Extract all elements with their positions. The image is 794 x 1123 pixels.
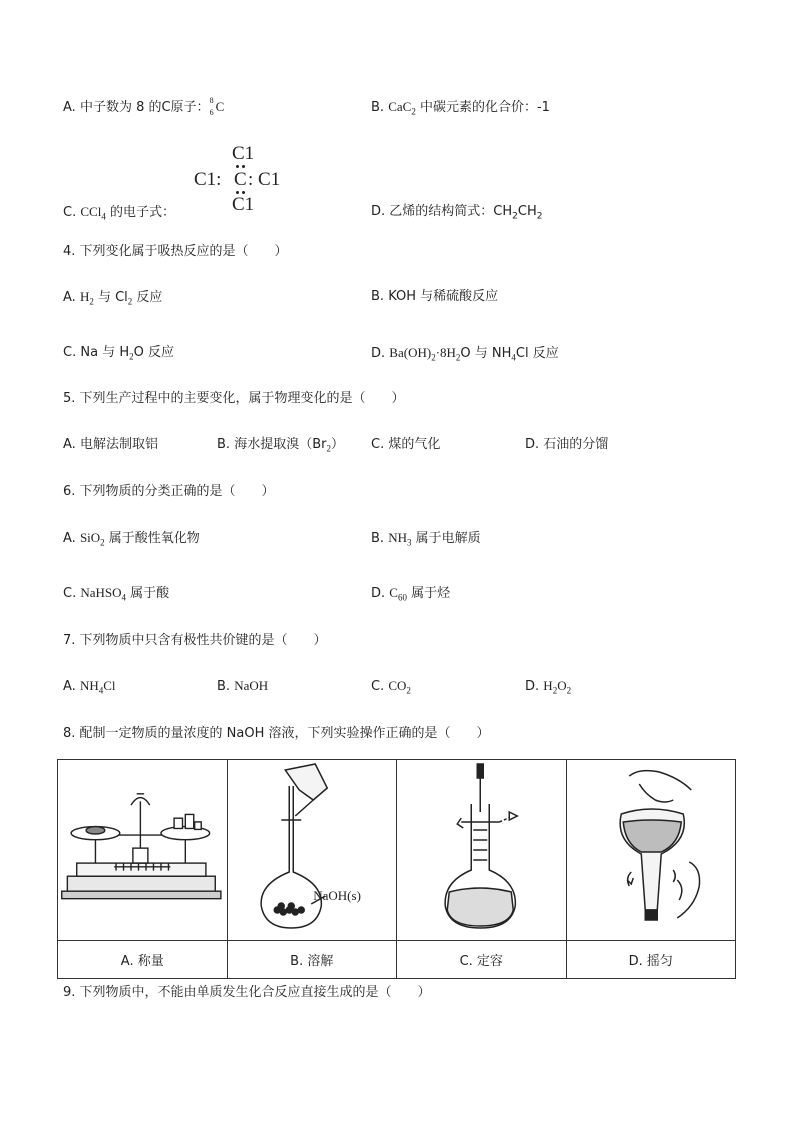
ccl4-electron-formula: [194, 143, 290, 219]
q7-option-a: [63, 677, 116, 696]
formula-part: SiO: [79, 530, 101, 545]
option-prefix: C.: [371, 437, 385, 452]
q4-stem: 4. 下列变化属于吸热反应的是（ ）: [63, 244, 288, 259]
q8-stem: 8. 配制一定物质的量浓度的 NaOH 溶液，下列实验操作正确的是（ ）: [63, 726, 490, 741]
formula-subscript: 2: [552, 685, 558, 696]
formula-subscript: 2: [326, 443, 331, 454]
caption-shaking: D. 摇匀: [566, 941, 736, 979]
option-prefix: D.: [525, 679, 540, 694]
option-prefix: A.: [63, 437, 76, 452]
option-prefix: A.: [63, 100, 76, 115]
formula-subscript: 2: [100, 537, 105, 548]
option-prefix: B.: [371, 289, 385, 304]
formula-subscript: 2: [406, 685, 411, 696]
q3-option-d: [371, 203, 542, 221]
lewis-dot: [236, 165, 239, 168]
q6-option-a: [63, 529, 200, 548]
q6-stem: 6. 下列物质的分类正确的是（ ）: [63, 484, 275, 499]
option-prefix: B.: [217, 679, 231, 694]
option-text: Cl 反应: [515, 346, 559, 361]
option-text: O 反应: [133, 345, 174, 360]
volumetric-flask-pour-icon: [228, 760, 397, 940]
lewis-left-cl: C1:: [194, 169, 222, 190]
formula-subscript: 2: [129, 351, 134, 362]
option-text: 石油的分馏: [543, 437, 609, 452]
option-prefix: D.: [371, 346, 386, 361]
option-text: KOH 与稀硫酸反应: [388, 289, 499, 304]
formula-part: H: [79, 289, 90, 304]
q5-option-a: [63, 436, 158, 454]
option-prefix: B.: [371, 531, 385, 546]
option-text: ）: [330, 437, 344, 452]
option-text: 属于酸: [126, 586, 170, 601]
q4-option-d: [371, 344, 559, 363]
option-prefix: D.: [371, 586, 386, 601]
lewis-dot: [236, 191, 239, 194]
formula-subscript: 2: [411, 106, 416, 117]
option-prefix: C.: [371, 679, 385, 694]
q6-option-d: [371, 584, 450, 603]
formula-part: O 与 NH: [460, 346, 512, 361]
q4-option-b: [371, 288, 498, 306]
formula-subscript: 4: [511, 352, 516, 363]
formula-part: CH: [517, 204, 537, 219]
option-prefix: D.: [371, 204, 386, 219]
option-text: 属于电解质: [411, 531, 481, 546]
formula-part: NaOH: [234, 678, 269, 693]
atomic-number: 6: [209, 108, 214, 117]
q7-stem: 7. 下列物质中只含有极性共价键的是（ ）: [63, 633, 327, 648]
formula-subscript: 4: [121, 592, 127, 603]
formula-subscript: 2: [536, 211, 543, 222]
balance-icon: [58, 760, 227, 940]
caption-weighing: A. 称量: [58, 941, 228, 979]
q5-option-d: [525, 436, 608, 454]
q6-option-c: [63, 584, 169, 603]
volumetric-flask-dropper-icon: [397, 760, 566, 940]
formula-part: Na 与 H: [80, 345, 130, 360]
caption-dissolving: B. 溶解: [227, 941, 397, 979]
formula-part: NH: [79, 678, 99, 693]
caption-fixing-volume: C. 定容: [397, 941, 567, 979]
lewis-top-cl: C1: [232, 143, 255, 164]
naoh-label: NaOH(s): [312, 888, 361, 903]
q6-option-b: [371, 529, 481, 548]
formula-subscript: 2: [431, 352, 436, 363]
formula-part: 与 Cl: [93, 290, 128, 305]
q3-option-b: [371, 98, 550, 117]
option-text: 海水提取溴（Br: [234, 437, 327, 452]
formula-subscript: 3: [406, 537, 412, 548]
formula-part: H: [543, 678, 553, 693]
formula-subscript: 2: [512, 211, 518, 222]
lewis-bottom-cl: C1: [232, 194, 255, 215]
formula-subscript: 4: [98, 685, 104, 696]
formula-subscript: 2: [127, 296, 133, 307]
isotope-symbol: [210, 98, 228, 116]
option-text: 中碳元素的化合价：-1: [415, 100, 550, 115]
option-prefix: C.: [63, 205, 77, 220]
formula-part: NH: [388, 530, 407, 545]
q7-option-b: [217, 677, 268, 696]
formula-part: CCl: [80, 204, 102, 219]
formula-part: Cl: [103, 678, 116, 693]
experiment-table: [57, 759, 736, 979]
option-text: 反应: [132, 290, 163, 305]
option-text: 中子数为 8 的C原子：: [79, 100, 210, 115]
lewis-dot: [242, 165, 245, 168]
formula-subscript: 2: [566, 685, 572, 696]
volumetric-flask-shake-icon: [567, 760, 736, 940]
mass-number: 8: [209, 96, 214, 105]
formula-part: O: [557, 678, 567, 693]
formula-part: NaHSO: [80, 585, 122, 600]
formula-part: CO: [388, 678, 407, 693]
formula-part: CaC: [388, 99, 412, 114]
option-prefix: C.: [63, 345, 77, 360]
option-prefix: A.: [63, 679, 76, 694]
formula-subscript: 4: [101, 211, 106, 222]
cell-shaking: [566, 760, 736, 941]
q4-option-a: [63, 288, 162, 307]
lewis-right-cl: : C1: [248, 169, 281, 190]
q5-option-c: [371, 436, 440, 454]
q4-option-c: [63, 344, 174, 362]
q7-option-d: [525, 677, 571, 696]
cell-weighing: [58, 760, 228, 941]
option-prefix: A.: [63, 531, 76, 546]
option-prefix: B.: [371, 100, 385, 115]
q3-option-a: [63, 98, 228, 117]
option-text: 属于酸性氧化物: [104, 531, 200, 546]
lewis-center-c: C: [234, 169, 247, 190]
option-prefix: C.: [63, 586, 77, 601]
formula-part: C: [389, 585, 398, 600]
q9-stem: 9. 下列物质中，不能由单质发生化合反应直接生成的是（ ）: [63, 985, 431, 1000]
cell-fixing-volume: [397, 760, 567, 941]
formula-subscript: 2: [89, 296, 94, 307]
option-text: 乙烯的结构简式：CH: [389, 204, 513, 219]
formula-part: ·8H: [435, 345, 456, 360]
formula-subscript: 60: [397, 592, 407, 603]
formula-part: Ba(OH): [389, 345, 432, 360]
option-text: 属于烃: [406, 586, 451, 601]
option-text: 电解法制取铝: [79, 437, 158, 452]
q7-option-c: [371, 677, 411, 696]
lewis-dot: [242, 191, 245, 194]
option-text: 的电子式：: [105, 205, 175, 220]
element-symbol: C: [215, 99, 225, 114]
cell-dissolving: [227, 760, 397, 941]
q5-stem: 5. 下列生产过程中的主要变化，属于物理变化的是（ ）: [63, 391, 405, 406]
q5-option-b: [217, 436, 344, 454]
option-prefix: D.: [525, 437, 540, 452]
option-prefix: A.: [63, 290, 76, 305]
option-prefix: B.: [217, 437, 231, 452]
option-text: 煤的气化: [388, 437, 441, 452]
q3-option-c: [63, 203, 175, 222]
formula-subscript: 2: [455, 352, 461, 363]
